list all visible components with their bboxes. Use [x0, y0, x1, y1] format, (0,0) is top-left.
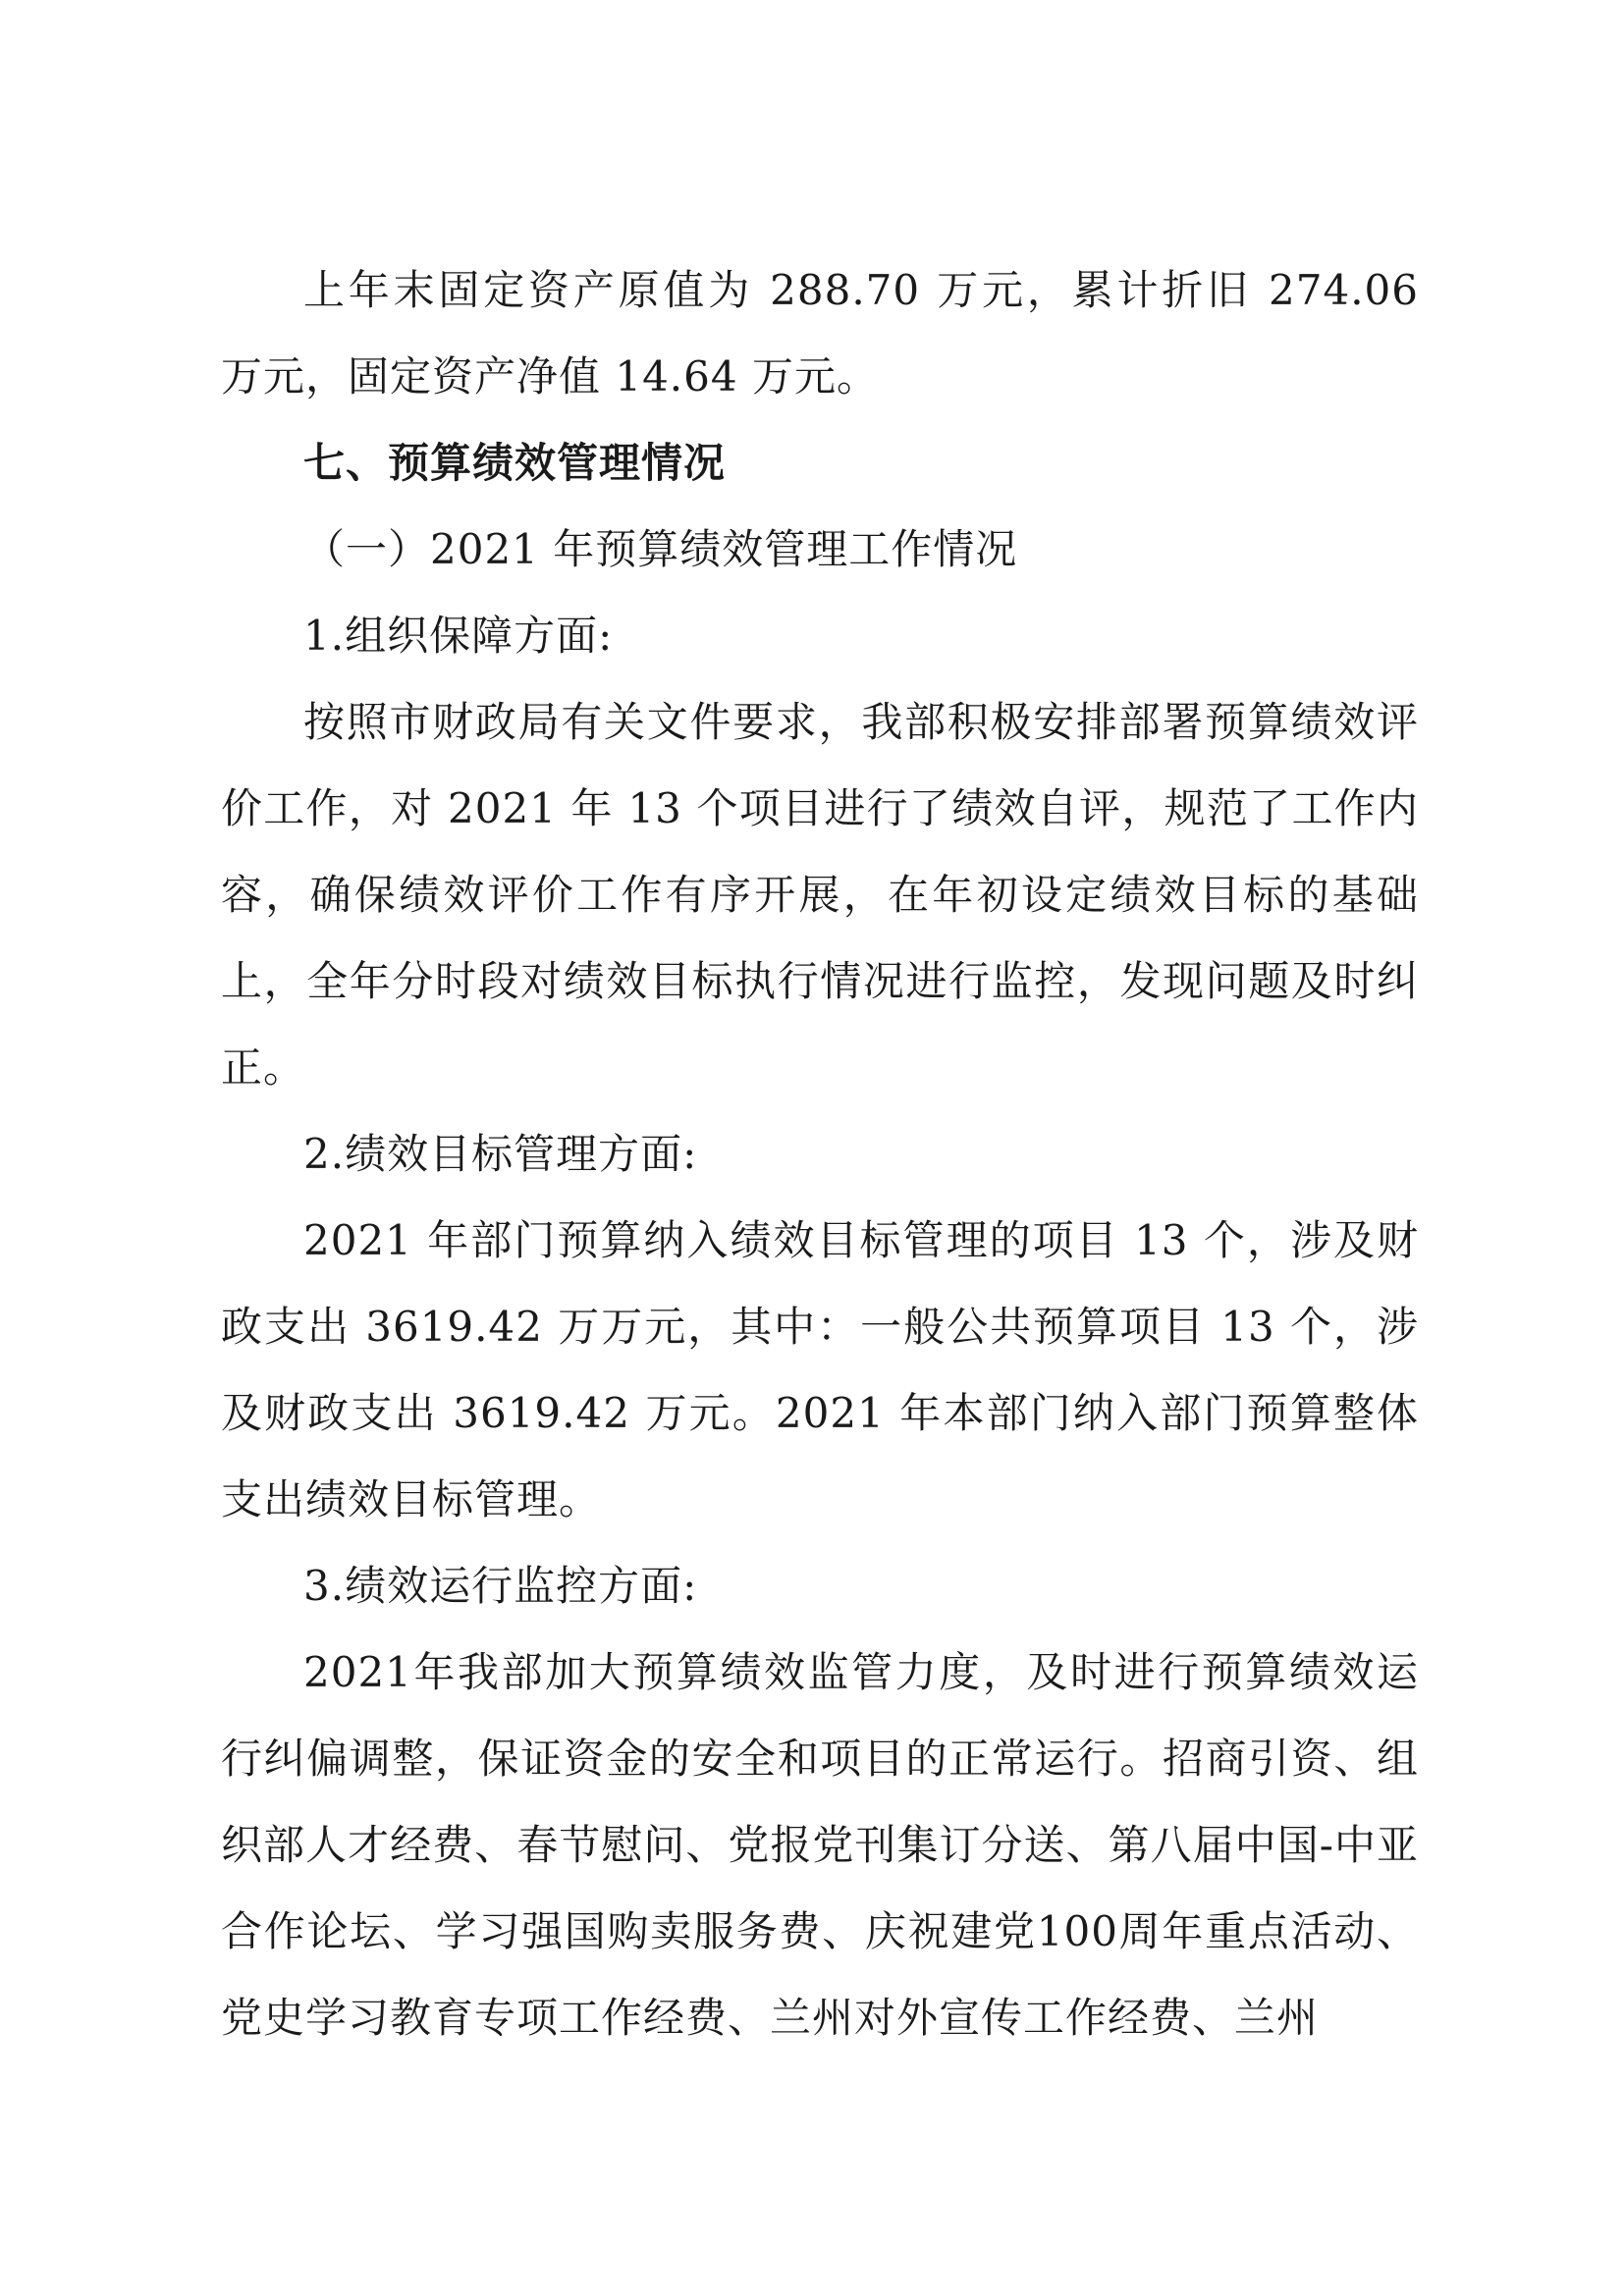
subsection-heading: （一）2021 年预算绩效管理工作情况: [303, 525, 1018, 573]
section-heading: 七、预算绩效管理情况: [303, 439, 727, 487]
item-1-title: 1.组织保障方面:: [303, 612, 614, 660]
item-1-body: 按照市财政局有关文件要求，我部积极安排部署预算绩效评价工作，对 2021 年 13 个项目进行了绩效自评，规范了工作内容，确保绩效评价工作有序开展，在年初设定绩效目标的基础上，全年分时段对绩效目标执行情况进行监控，发现问题及时纠正。: [221, 698, 1419, 1092]
item-3-title: 3.绩效运行监控方面:: [303, 1562, 698, 1610]
item-3-body: 2021年我部加大预算绩效监管力度，及时进行预算绩效运行纠偏调整，保证资金的安全和项目的正常运行。招商引资、组织部人才经费、春节慰问、党报党刊集订分送、第八届中国-中亚合作论坛、学习强国购卖服务费、庆祝建党100周年重点活动、党史学习教育专项工作经费、兰州对外宣传工作经费、兰州: [221, 1648, 1419, 2042]
asset-summary-paragraph: 上年末固定资产原值为 288.70 万元，累计折旧 274.06 万元，固定资产净值 14.64 万元。: [221, 266, 1419, 400]
item-2-title: 2.绩效目标管理方面:: [303, 1130, 698, 1178]
item-2-body: 2021 年部门预算纳入绩效目标管理的项目 13 个，涉及财政支出 3619.42 万万元，其中：一般公共预算项目 13 个，涉及财政支出 3619.42 万元。2021 年本部门纳入部门预算整体支出绩效目标管理。: [221, 1216, 1419, 1523]
document-body: [221, 247, 1419, 2061]
